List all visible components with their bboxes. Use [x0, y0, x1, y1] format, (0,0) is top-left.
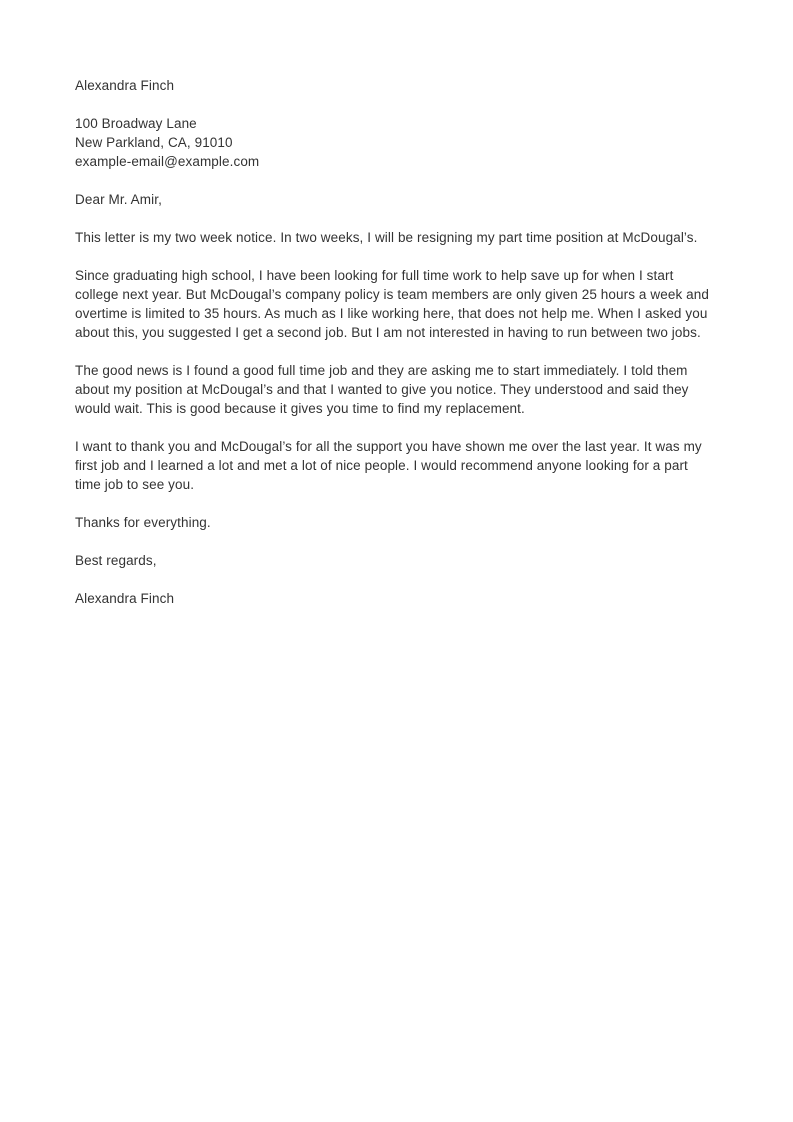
signature: Alexandra Finch — [75, 591, 175, 606]
paragraph-reason: Since graduating high school, I have been looking for full time work to help save up for when I start college next year. But McDougal’s company policy is team members are only given 25 hours a week and overtime is limited to 35 hours. As much as I like working here, that does not help me. When I asked you about this, you suggested I get a second job. But I am not interested in having to run between two jobs. — [75, 268, 709, 340]
address-city-state-zip: New Parkland, CA, 91010 — [75, 135, 233, 150]
paragraph-thanks-line: Thanks for everything. — [75, 515, 211, 530]
paragraph-thank-you: I want to thank you and McDougal’s for all the support you have shown me over the last year. It was my first job and I learned a lot and met a lot of nice people. I would recommend anyone looking for a part time job to see you. — [75, 439, 702, 492]
sender-address — [75, 114, 715, 171]
letter-body — [75, 76, 715, 608]
address-street: 100 Broadway Lane — [75, 116, 197, 131]
address-email: example-email@example.com — [75, 154, 260, 169]
paragraph-notice: This letter is my two week notice. In two weeks, I will be resigning my part time position at McDougal’s. — [75, 230, 698, 245]
paragraph-new-job: The good news is I found a good full time job and they are asking me to start immediately. I told them about my position at McDougal’s and that I wanted to give you notice. They understood and said they would wait. This is good because it gives you time to find my replacement. — [75, 363, 689, 416]
sender-name: Alexandra Finch — [75, 78, 175, 93]
salutation: Dear Mr. Amir, — [75, 192, 162, 207]
closing: Best regards, — [75, 553, 157, 568]
